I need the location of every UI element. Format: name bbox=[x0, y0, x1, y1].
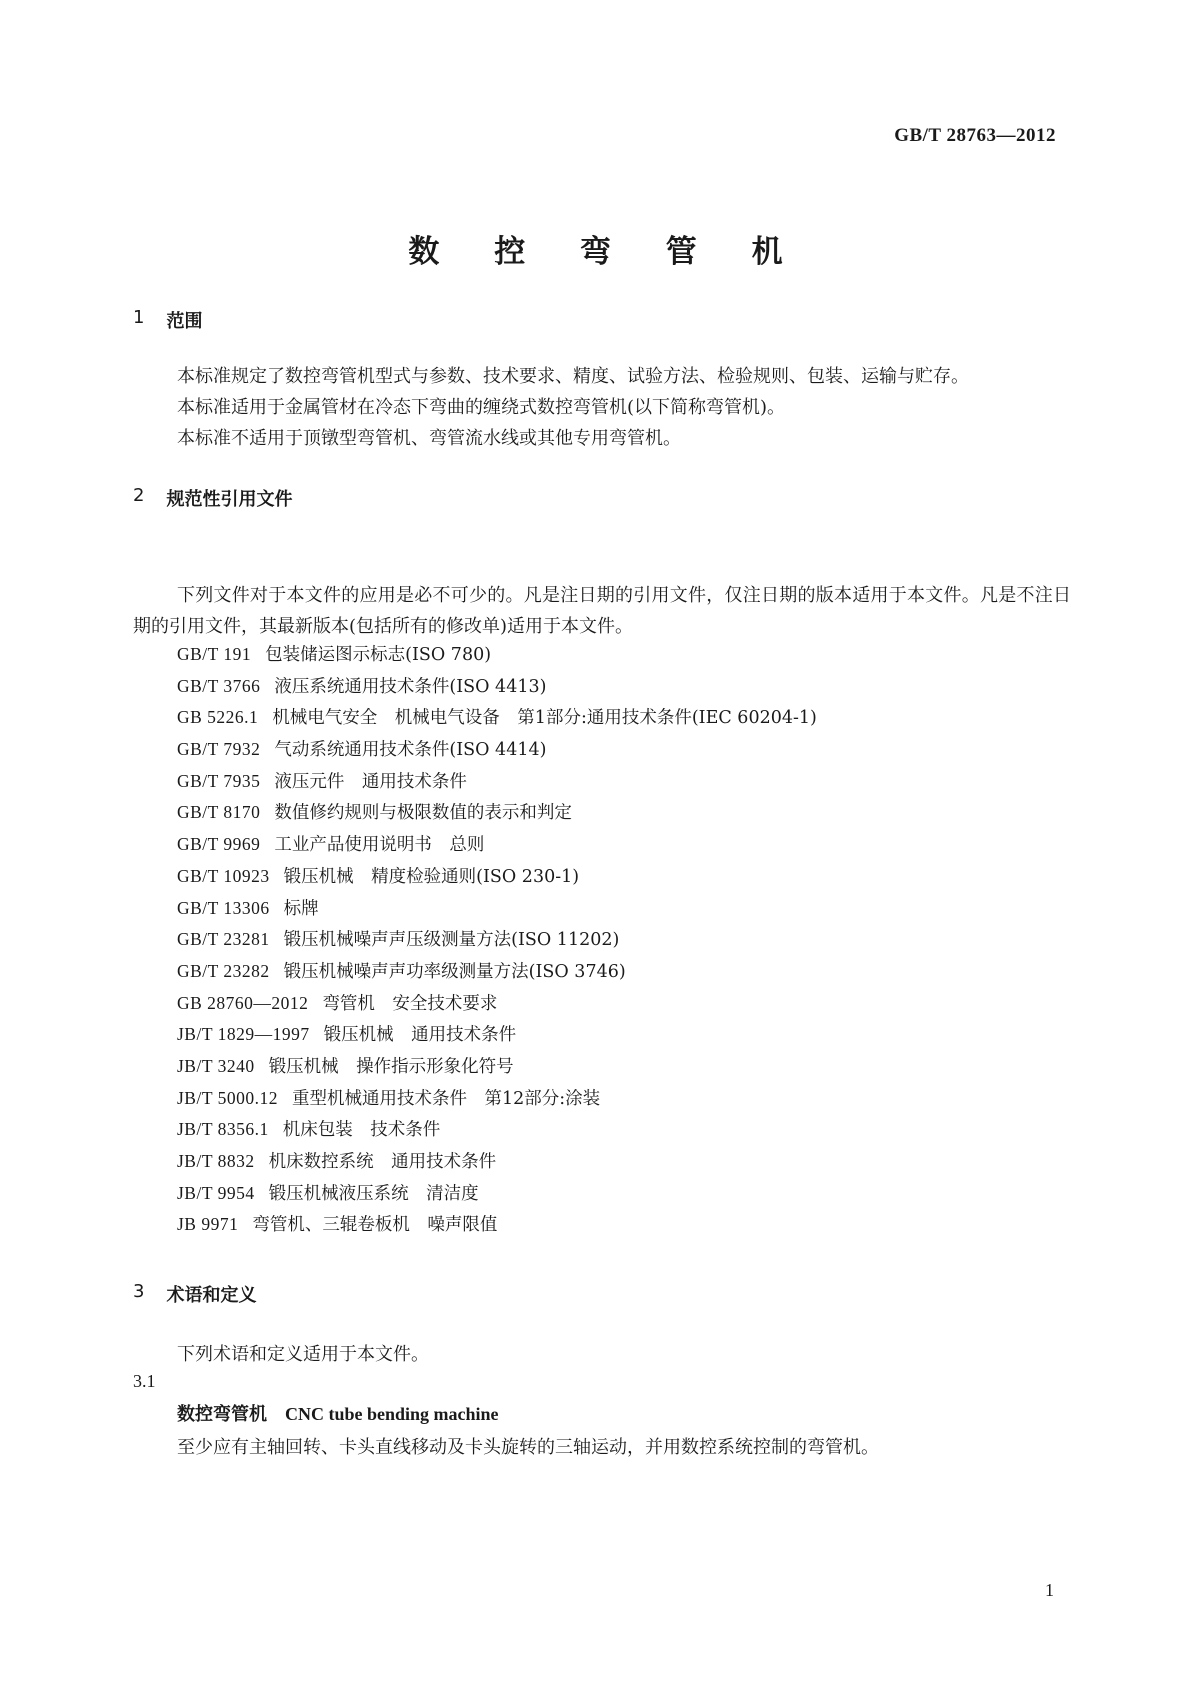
term-definition: 至少应有主轴回转、卡头直线移动及卡头旋转的三轴运动，并用数控系统控制的弯管机。 bbox=[177, 1437, 879, 1458]
section-title: 术语和定义 bbox=[166, 1285, 257, 1306]
reference-title: 气动系统通用技术条件(ISO 4414) bbox=[274, 740, 547, 761]
reference-item bbox=[177, 639, 817, 671]
scope-paragraph: 本标准不适用于顶镦型弯管机、弯管流水线或其他专用弯管机。 bbox=[177, 428, 681, 449]
reference-item bbox=[177, 797, 817, 829]
reference-title: 机床包装 技术条件 bbox=[282, 1120, 441, 1141]
reference-item bbox=[177, 734, 817, 766]
reference-title: 液压元件 通用技术条件 bbox=[274, 771, 467, 792]
terms-intro: 下列术语和定义适用于本文件。 bbox=[177, 1344, 429, 1365]
reference-item bbox=[177, 829, 817, 861]
reference-code: JB/T 8356.1 bbox=[177, 1119, 269, 1140]
subsection-number: 3.1 bbox=[133, 1371, 156, 1391]
section-3-heading bbox=[133, 1281, 256, 1307]
reference-code: GB/T 23281 bbox=[177, 929, 270, 950]
page-number: 1 bbox=[1045, 1580, 1054, 1600]
reference-item bbox=[177, 988, 817, 1020]
standard-code: GB/T 28763—2012 bbox=[894, 125, 1056, 146]
reference-title: 液压系统通用技术条件(ISO 4413) bbox=[274, 676, 547, 697]
reference-title: 包装储运图示标志(ISO 780) bbox=[265, 645, 492, 665]
reference-title: 锻压机械噪声声压级测量方法(ISO 11202) bbox=[283, 930, 620, 951]
term-chinese: 数控弯管机 bbox=[177, 1404, 267, 1425]
reference-code: GB 5226.1 bbox=[177, 707, 259, 728]
references-intro: 下列文件对于本文件的应用是必不可少的。凡是注日期的引用文件，仅注日期的版本适用于本文件。凡是不注日期的引用文件，其最新版本(包括所有的修改单)适用于本文件。 bbox=[133, 585, 1071, 637]
reference-code: JB 9971 bbox=[177, 1214, 239, 1235]
reference-item bbox=[177, 1178, 817, 1210]
reference-code: GB/T 7932 bbox=[177, 739, 261, 760]
reference-title: 弯管机、三辊卷板机 噪声限值 bbox=[252, 1215, 498, 1236]
reference-title: 工业产品使用说明书 总则 bbox=[274, 835, 485, 856]
reference-code: GB/T 9969 bbox=[177, 834, 261, 855]
section-title: 范围 bbox=[166, 311, 203, 332]
reference-item bbox=[177, 1114, 817, 1146]
reference-code: JB/T 8832 bbox=[177, 1151, 255, 1171]
reference-title: 锻压机械 操作指示形象化符号 bbox=[268, 1056, 514, 1077]
reference-title: 标牌 bbox=[283, 898, 319, 919]
reference-code: JB/T 5000.12 bbox=[177, 1087, 278, 1108]
reference-title: 机械电气安全 机械电气设备 第1部分:通用技术条件(IEC 60204-1) bbox=[272, 708, 817, 729]
reference-code: GB/T 3766 bbox=[177, 675, 261, 696]
section-title: 规范性引用文件 bbox=[166, 489, 293, 510]
reference-item bbox=[177, 702, 817, 734]
reference-code: JB/T 9954 bbox=[177, 1182, 255, 1203]
reference-code: GB 28760—2012 bbox=[177, 992, 309, 1013]
reference-title: 机床数控系统 通用技术条件 bbox=[268, 1152, 497, 1172]
section-number: 2 bbox=[133, 485, 145, 506]
reference-code: JB/T 1829—1997 bbox=[177, 1024, 310, 1045]
reference-item bbox=[177, 924, 817, 956]
term-heading bbox=[177, 1400, 499, 1426]
section-1-heading bbox=[133, 307, 202, 333]
scope-paragraph: 本标准规定了数控弯管机型式与参数、技术要求、精度、试验方法、检验规则、包装、运输与贮存。 bbox=[177, 366, 969, 387]
reference-item bbox=[177, 956, 817, 988]
reference-item bbox=[177, 671, 817, 703]
reference-title: 重型机械通用技术条件 第12部分:涂装 bbox=[291, 1088, 601, 1109]
reference-item bbox=[177, 1083, 817, 1115]
reference-code: GB/T 8170 bbox=[177, 802, 261, 823]
reference-title: 锻压机械 通用技术条件 bbox=[323, 1025, 517, 1046]
section-2-heading bbox=[133, 485, 292, 511]
reference-title: 锻压机械噪声声功率级测量方法(ISO 3746) bbox=[283, 961, 626, 982]
reference-item bbox=[177, 1051, 817, 1083]
reference-code: GB/T 10923 bbox=[177, 865, 270, 886]
reference-item bbox=[177, 861, 817, 893]
reference-title: 锻压机械液压系统 清洁度 bbox=[268, 1183, 479, 1204]
reference-item bbox=[177, 893, 817, 925]
scope-paragraph: 本标准适用于金属管材在冷态下弯曲的缠绕式数控弯管机(以下简称弯管机)。 bbox=[177, 397, 786, 418]
term-english: CNC tube bending machine bbox=[285, 1404, 499, 1424]
section-number: 1 bbox=[133, 307, 145, 328]
reference-list bbox=[177, 639, 817, 1241]
document-title: 数 控 弯 管 机 bbox=[408, 234, 805, 270]
reference-item bbox=[177, 1209, 817, 1241]
reference-title: 锻压机械 精度检验通则(ISO 230-1) bbox=[283, 866, 580, 887]
reference-title: 弯管机 安全技术要求 bbox=[322, 993, 498, 1014]
reference-title: 数值修约规则与极限数值的表示和判定 bbox=[274, 803, 572, 824]
reference-code: GB/T 23282 bbox=[177, 960, 270, 981]
reference-code: GB/T 7935 bbox=[177, 770, 261, 791]
reference-code: JB/T 3240 bbox=[177, 1055, 255, 1076]
reference-code: GB/T 13306 bbox=[177, 897, 270, 918]
section-number: 3 bbox=[133, 1281, 145, 1302]
reference-code: GB/T 191 bbox=[177, 644, 252, 664]
reference-item bbox=[177, 1146, 817, 1178]
reference-item bbox=[177, 766, 817, 798]
reference-item bbox=[177, 1019, 817, 1051]
